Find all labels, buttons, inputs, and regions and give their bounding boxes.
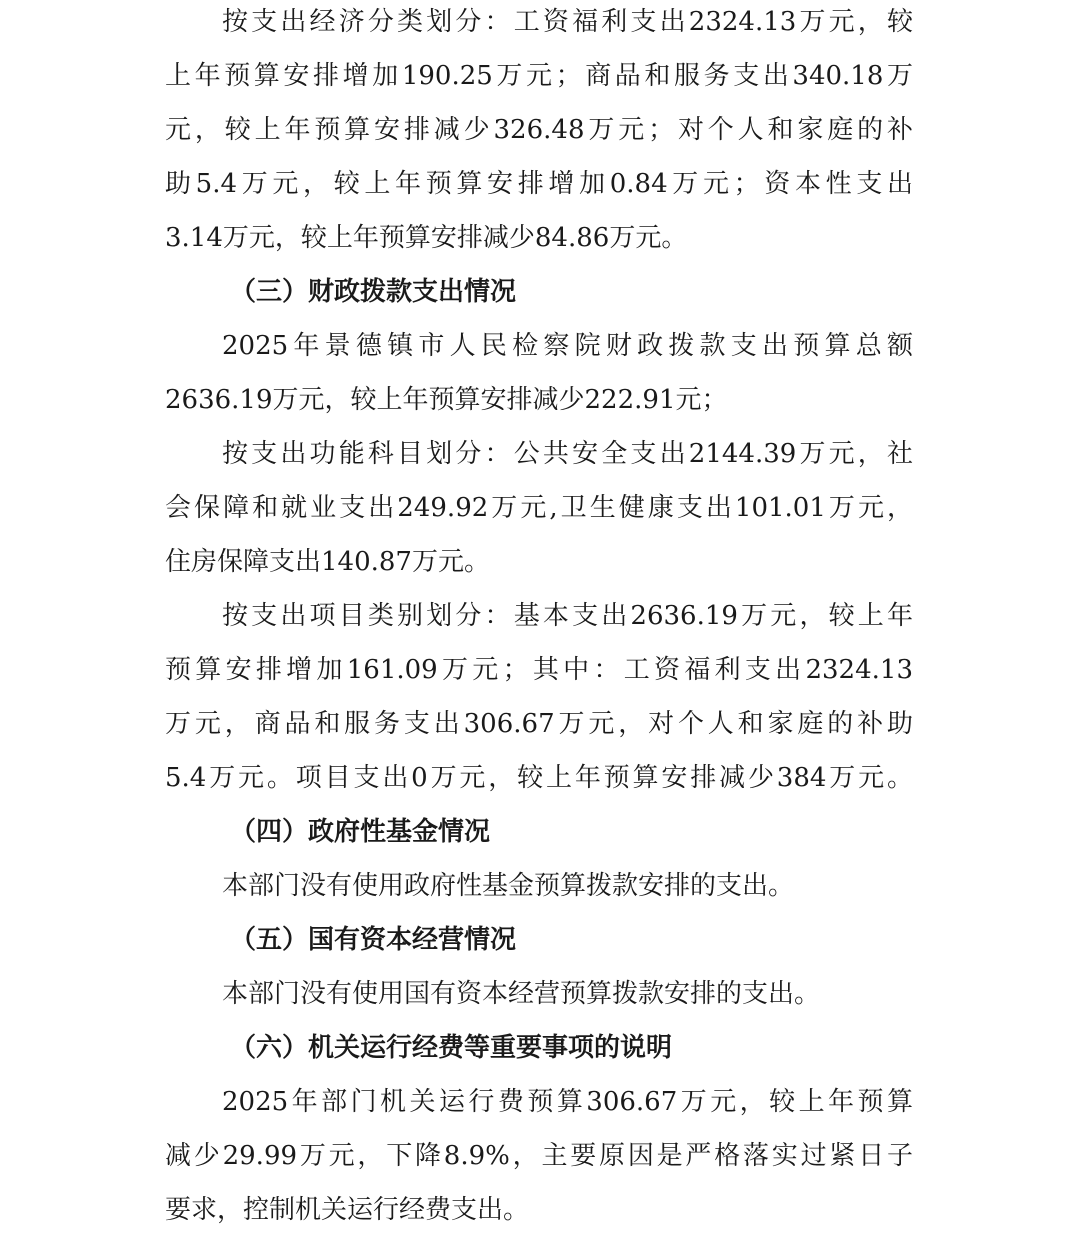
paragraph-line: 住房保障支出140.87万元。 (165, 547, 490, 577)
paragraph-line: 3.14万元，较上年预算安排减少84.86万元。 (165, 223, 688, 253)
paragraph-line: 2025年部门机关运行费预算306.67万元，较上年预算 (222, 1087, 913, 1117)
section-heading: （三）财政拨款支出情况 (230, 277, 517, 307)
paragraph-line: 2025年景德镇市人民检察院财政拨款支出预算总额 (222, 331, 913, 361)
paragraph-line: 减少29.99万元，下降8.9%，主要原因是严格落实过紧日子 (165, 1141, 913, 1171)
section-heading: （五）国有资本经营情况 (230, 925, 517, 955)
paragraph-line: 助5.4万元，较上年预算安排增加0.84万元；资本性支出 (165, 169, 913, 199)
section-heading: （四）政府性基金情况 (230, 817, 491, 847)
section-heading: （六）机关运行经费等重要事项的说明 (230, 1033, 673, 1063)
paragraph-line: 按支出功能科目划分：公共安全支出2144.39万元，社 (222, 439, 913, 469)
paragraph-line: 万元，商品和服务支出306.67万元，对个人和家庭的补助 (165, 709, 913, 739)
paragraph-line: 会保障和就业支出249.92万元,卫生健康支出101.01万元， (165, 493, 913, 523)
paragraph-line: 5.4万元。项目支出0万元，较上年预算安排减少384万元。 (165, 763, 913, 793)
paragraph-line: 上年预算安排增加190.25万元；商品和服务支出340.18万 (165, 61, 913, 91)
paragraph-line: 2636.19万元，较上年预算安排减少222.91元； (165, 385, 728, 415)
paragraph-line: 按支出项目类别划分：基本支出2636.19万元，较上年 (222, 601, 913, 631)
paragraph-line: 本部门没有使用政府性基金预算拨款安排的支出。 (222, 871, 795, 901)
paragraph-line: 预算安排增加161.09万元；其中：工资福利支出2324.13 (165, 655, 913, 685)
paragraph-line: 本部门没有使用国有资本经营预算拨款安排的支出。 (222, 979, 821, 1009)
paragraph-line: 要求，控制机关运行经费支出。 (165, 1195, 530, 1225)
paragraph-line: 元，较上年预算安排减少326.48万元；对个人和家庭的补 (165, 115, 913, 145)
document-page (165, 0, 913, 1237)
paragraph-line: 按支出经济分类划分：工资福利支出2324.13万元，较 (222, 7, 913, 37)
